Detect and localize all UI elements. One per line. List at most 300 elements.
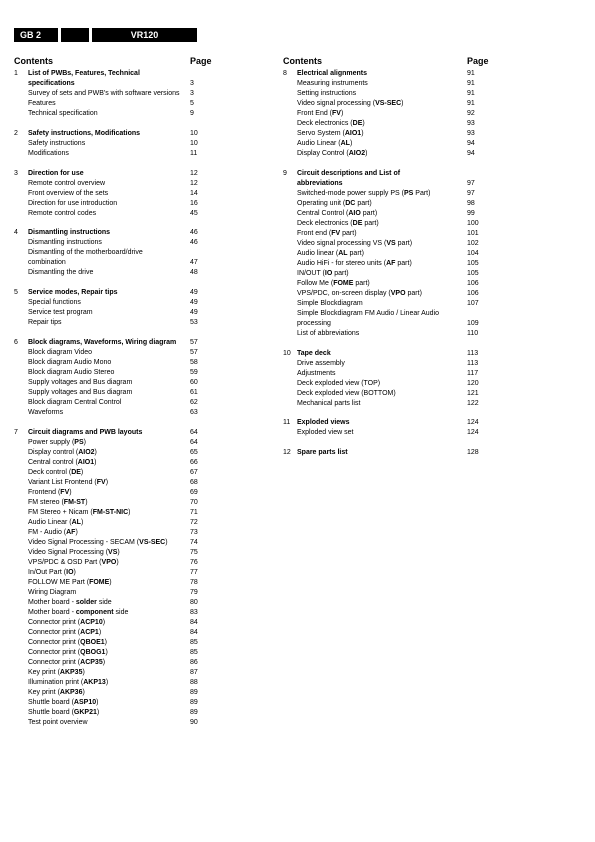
page-number: 46 (190, 239, 198, 247)
entry-text: Simple Blockdiagram (297, 299, 363, 307)
entry-text: Display Control (AIO2) (297, 150, 368, 157)
entry-code: FV (331, 229, 341, 237)
section-number (283, 239, 297, 249)
section-number (14, 79, 28, 89)
section-number (14, 238, 28, 248)
section-title: Spare parts list (297, 449, 348, 457)
page-number: 70 (190, 498, 198, 506)
section-number (283, 379, 297, 389)
section-title-row (14, 338, 210, 348)
entry-text: Wiring Diagram (28, 588, 77, 596)
page-number: 73 (190, 528, 198, 536)
toc-section (14, 169, 210, 219)
page-number: 122 (467, 399, 479, 407)
toc-entry (14, 518, 210, 528)
entry-code: QBOE1 (80, 638, 105, 646)
toc-entry (14, 628, 210, 638)
section-title-row (14, 428, 210, 438)
page-number: 87 (190, 668, 198, 676)
section-number (283, 428, 297, 438)
entry-text: Deck control (DE) (28, 468, 84, 476)
section-title-row (283, 169, 497, 179)
toc-entry (14, 508, 210, 518)
page-number: 66 (190, 458, 198, 466)
entry-text: Exploded view set (297, 429, 354, 437)
toc-entry (14, 408, 210, 418)
section-title-row (283, 448, 497, 458)
entry-code: IO (66, 568, 74, 576)
entry-text: Operating unit (DC part) (297, 199, 372, 207)
section-number (14, 358, 28, 368)
page-number: 14 (190, 189, 198, 197)
entry-code: IO (324, 269, 333, 277)
entry-text: Central Control (AIO part) (297, 209, 378, 217)
section-number (283, 189, 297, 199)
section-number (14, 608, 28, 618)
entry-code: AF (386, 259, 396, 267)
toc-entry (14, 368, 210, 378)
toc-entry (283, 139, 497, 149)
entry-text: Supply voltages and Bus diagram (28, 378, 133, 386)
toc-entry (14, 448, 210, 458)
toc-section (14, 288, 210, 328)
section-title-row (14, 228, 210, 238)
toc-entry (283, 79, 497, 89)
entry-text: FOLLOW ME Part (FOME) (28, 578, 112, 586)
entry-code: solder (75, 598, 97, 606)
toc-entry (14, 268, 210, 278)
model-tab: VR120 (92, 28, 197, 42)
toc-entry (14, 189, 210, 199)
entry-text: Connector print (ACP1) (28, 628, 102, 636)
toc-section (14, 428, 210, 728)
entry-text: Audio linear (AL part) (297, 249, 364, 257)
page-number: 105 (467, 269, 479, 277)
section-number (14, 468, 28, 478)
page-number: 3 (190, 90, 194, 97)
toc-entry (283, 219, 497, 229)
toc-entry (283, 129, 497, 139)
entry-text: Variant List Frontend (FV) (28, 478, 109, 486)
toc-entry (14, 89, 210, 99)
section-number (283, 399, 297, 409)
toc-entry (283, 119, 497, 129)
entry-text: In/Out Part (IO) (28, 568, 76, 576)
section-number (14, 518, 28, 528)
entry-code: DE (352, 219, 363, 227)
page-number: 61 (190, 388, 198, 396)
entry-text: IN/OUT (IO part) (297, 269, 349, 277)
entry-code: VS-SEC (375, 100, 402, 107)
section-number (283, 249, 297, 259)
page-number (190, 69, 210, 79)
entry-text: Connector print (QBOG1) (28, 648, 108, 656)
page-number: 57 (190, 348, 198, 356)
page-number: 89 (190, 698, 198, 706)
entry-code: AKP36 (59, 688, 83, 696)
left-sections (14, 69, 210, 728)
section-number: 7 (14, 428, 18, 436)
toc-entry (14, 488, 210, 498)
toc-entry (14, 358, 210, 368)
toc-entry (14, 498, 210, 508)
section-number (14, 308, 28, 318)
section-number (14, 139, 28, 149)
entry-text: Deck electronics (DE part) (297, 219, 379, 227)
toc-section (283, 69, 497, 159)
section-number (283, 329, 297, 339)
section-number: 3 (14, 169, 18, 177)
section-number (14, 448, 28, 458)
section-title: Exploded views (297, 419, 350, 427)
section-number (283, 309, 297, 319)
section-number (14, 179, 28, 189)
page-number: 53 (190, 319, 198, 327)
toc-entry (14, 258, 210, 268)
section-title-row (14, 288, 210, 298)
section-title-row (14, 69, 210, 79)
section-number (14, 598, 28, 608)
section-title-row (14, 79, 210, 89)
section-number (283, 359, 297, 369)
entry-text: Central control (AIO1) (28, 458, 97, 466)
page-number: 100 (467, 219, 479, 227)
page-number: 62 (190, 398, 198, 406)
toc-entry (14, 248, 210, 258)
page-number: 97 (467, 179, 475, 187)
page-number: 57 (190, 338, 198, 346)
entry-text: Power supply (PS) (28, 438, 86, 446)
toc-entry (14, 688, 210, 698)
entry-code: AKP13 (83, 678, 106, 686)
toc-entry (283, 259, 497, 269)
entry-code: GKP21 (73, 708, 97, 716)
entry-text: Mother board - component side (28, 608, 129, 616)
section-number (14, 618, 28, 628)
toc-section (14, 69, 210, 119)
entry-text: Front End (FV) (297, 110, 344, 117)
entry-code: PS (404, 189, 414, 197)
section-title: Direction for use (28, 169, 84, 177)
entry-text: Mechanical parts list (297, 399, 361, 407)
entry-code: ACP10 (80, 618, 103, 626)
section-number (14, 548, 28, 558)
entry-code: FM-ST (63, 498, 86, 506)
contents-left-column (14, 54, 210, 738)
toc-entry (14, 318, 210, 328)
entry-text: Key print (AKP36) (28, 688, 85, 696)
page-number: 99 (467, 209, 475, 217)
entry-code: ACP1 (80, 628, 99, 636)
entry-text: Service test program (28, 309, 93, 317)
section-number (283, 119, 297, 129)
right-sections (283, 69, 497, 458)
page-number: 16 (190, 199, 198, 207)
section-number (283, 199, 297, 209)
toc-entry (14, 708, 210, 718)
page-number: 89 (190, 688, 198, 696)
entry-text: processing (297, 319, 331, 327)
entry-code: DC (345, 199, 356, 207)
page-number: 101 (467, 229, 479, 237)
toc-entry (283, 329, 497, 339)
toc-entry (283, 249, 497, 259)
page-number: 77 (190, 568, 198, 576)
entry-text: Test point overview (28, 718, 88, 726)
toc-entry (14, 588, 210, 598)
entry-code: AIO1 (344, 130, 362, 137)
section-number (14, 698, 28, 708)
section-number (283, 179, 297, 189)
page-number: 93 (467, 130, 475, 137)
section-number (14, 258, 28, 268)
entry-code: DE (71, 468, 81, 476)
toc-entry (14, 528, 210, 538)
entry-text: Illumination print (AKP13) (28, 678, 109, 686)
entry-text: Display control (AIO2) (28, 448, 97, 456)
section-number (283, 259, 297, 269)
entry-text: Technical specification (28, 110, 98, 117)
blank-tab (61, 28, 89, 42)
page-number: 85 (190, 648, 198, 656)
page-number: 94 (467, 140, 475, 147)
toc-section (14, 228, 210, 278)
page-number: 98 (467, 199, 475, 207)
section-number (14, 648, 28, 658)
section-number (14, 488, 28, 498)
section-number (14, 708, 28, 718)
section-title: Circuit diagrams and PWB layouts (28, 428, 143, 436)
toc-entry (14, 468, 210, 478)
entry-text: Servo System (AIO1) (297, 130, 364, 137)
page-number: 105 (467, 259, 479, 267)
entry-code: component (75, 608, 114, 616)
entry-code: FOME (333, 279, 354, 287)
entry-code: VPO (390, 289, 406, 297)
page-number (467, 309, 497, 319)
toc-entry (14, 438, 210, 448)
entry-code: AL (71, 518, 81, 526)
section-title-row (283, 69, 497, 79)
page-number: 93 (467, 120, 475, 127)
entry-code: AL (338, 249, 348, 257)
page-number: 120 (467, 379, 479, 387)
section-number (283, 99, 297, 109)
page-number: 85 (190, 638, 198, 646)
toc-entry (283, 428, 497, 438)
toc-section (14, 129, 210, 159)
page-number: 12 (190, 169, 198, 177)
toc-entry (283, 279, 497, 289)
toc-entry (283, 379, 497, 389)
page-number: 79 (190, 588, 198, 596)
section-title: Service modes, Repair tips (28, 289, 118, 297)
page-number: 48 (190, 269, 198, 277)
page-number: 124 (467, 419, 479, 427)
section-number (14, 318, 28, 328)
entry-text: Features (28, 100, 56, 107)
page-number: 86 (190, 658, 198, 666)
entry-text: Audio Linear (AL) (28, 518, 84, 526)
entry-code: VS-SEC (139, 538, 166, 546)
toc-section (14, 338, 210, 418)
section-number (283, 289, 297, 299)
page-number: 67 (190, 468, 198, 476)
entry-text: Remote control overview (28, 179, 106, 187)
page-number: 46 (190, 229, 198, 237)
section-number (14, 628, 28, 638)
entry-text: Dismantling instructions (28, 239, 102, 247)
page-number: 90 (190, 718, 198, 726)
page-number: 128 (467, 449, 479, 457)
page-number: 78 (190, 578, 198, 586)
page-number: 3 (190, 80, 194, 87)
page-number: 88 (190, 678, 198, 686)
section-number (283, 209, 297, 219)
toc-entry (14, 478, 210, 488)
section-number (14, 638, 28, 648)
entry-text: Shuttle board (ASP10) (28, 698, 99, 706)
section-number (283, 129, 297, 139)
entry-code: AIO1 (77, 458, 95, 466)
toc-entry (14, 149, 210, 159)
toc-entry (283, 269, 497, 279)
toc-entry (14, 348, 210, 358)
section-number (14, 348, 28, 358)
toc-section (283, 418, 497, 438)
section-number: 9 (283, 169, 287, 177)
page-number: 121 (467, 389, 479, 397)
toc-entry (283, 309, 497, 319)
section-number (14, 558, 28, 568)
section-number (14, 388, 28, 398)
entry-text: Connector print (ACP35) (28, 658, 106, 666)
section-number (283, 149, 297, 159)
section-number (283, 369, 297, 379)
section-number (14, 298, 28, 308)
section-number (14, 99, 28, 109)
page-number: 72 (190, 518, 198, 526)
toc-entry (14, 658, 210, 668)
toc-entry (14, 238, 210, 248)
entry-text: Direction for use introduction (28, 199, 118, 207)
section-number (14, 568, 28, 578)
page-number: 110 (467, 329, 479, 337)
page-number (467, 169, 497, 179)
toc-entry (14, 458, 210, 468)
entry-text: Mother board - solder side (28, 598, 112, 606)
page-number: 80 (190, 598, 198, 606)
toc-entry (14, 538, 210, 548)
page-number: 106 (467, 279, 479, 287)
section-number (14, 578, 28, 588)
toc-entry (283, 99, 497, 109)
entry-text: Special functions (28, 299, 81, 307)
entry-text: Survey of sets and PWB's with software versions (28, 90, 180, 97)
toc-entry (14, 678, 210, 688)
page-header (14, 28, 197, 42)
section-number (14, 478, 28, 488)
toc-entry (14, 668, 210, 678)
section-number: 2 (14, 129, 18, 137)
page-number: 83 (190, 608, 198, 616)
page-number: 91 (467, 100, 475, 107)
entry-text: Drive assembly (297, 359, 345, 367)
toc-entry (14, 398, 210, 408)
section-number (283, 89, 297, 99)
toc-entry (14, 199, 210, 209)
page-number: 107 (467, 299, 479, 307)
section-number (14, 209, 28, 219)
toc-entry (283, 319, 497, 329)
entry-code: AF (66, 528, 76, 536)
section-title: specifications (28, 80, 75, 87)
toc-entry (283, 89, 497, 99)
section-title: Tape deck (297, 349, 331, 357)
page-number: 97 (467, 189, 475, 197)
page-number: 60 (190, 378, 198, 386)
page-number: 10 (190, 129, 198, 137)
page-number: 64 (190, 428, 198, 436)
section-number (14, 538, 28, 548)
page-number: 94 (467, 150, 475, 157)
toc-entry (14, 378, 210, 388)
section-number (14, 498, 28, 508)
section-number (14, 508, 28, 518)
section-title-row (14, 129, 210, 139)
page-number: 45 (190, 209, 198, 217)
entry-text: Frontend (FV) (28, 488, 72, 496)
page-number: 117 (467, 369, 479, 377)
toc-entry (14, 298, 210, 308)
entry-text: FM - Audio (AF) (28, 528, 78, 536)
toc-entry (283, 209, 497, 219)
entry-text: Block diagram Audio Stereo (28, 368, 115, 376)
contents-label: Contents (283, 56, 322, 66)
toc-entry (14, 648, 210, 658)
toc-entry (283, 359, 497, 369)
entry-text: Front end (FV part) (297, 229, 357, 237)
page-number: 65 (190, 448, 198, 456)
entry-text: Front overview of the sets (28, 189, 109, 197)
section-number (14, 678, 28, 688)
section-number (14, 658, 28, 668)
toc-entry (283, 389, 497, 399)
section-number (14, 528, 28, 538)
section-number (283, 319, 297, 329)
toc-entry (14, 638, 210, 648)
page-number: 58 (190, 358, 198, 366)
toc-entry (14, 388, 210, 398)
page-number: 91 (467, 90, 475, 97)
entry-text: Deck exploded view (BOTTOM) (297, 389, 396, 397)
entry-code: AIO2 (348, 150, 366, 157)
toc-section (283, 169, 497, 339)
contents-label: Contents (14, 56, 53, 66)
toc-entry (14, 109, 210, 119)
entry-text: Shuttle board (GKP21) (28, 708, 100, 716)
page-number (190, 248, 210, 258)
page-number: 91 (467, 80, 475, 87)
section-number (283, 229, 297, 239)
section-number (14, 588, 28, 598)
section-number (14, 688, 28, 698)
toc-section (283, 448, 497, 458)
section-number: 11 (283, 419, 291, 427)
section-title-row (283, 179, 497, 189)
toc-entry (14, 598, 210, 608)
toc-entry (14, 548, 210, 558)
